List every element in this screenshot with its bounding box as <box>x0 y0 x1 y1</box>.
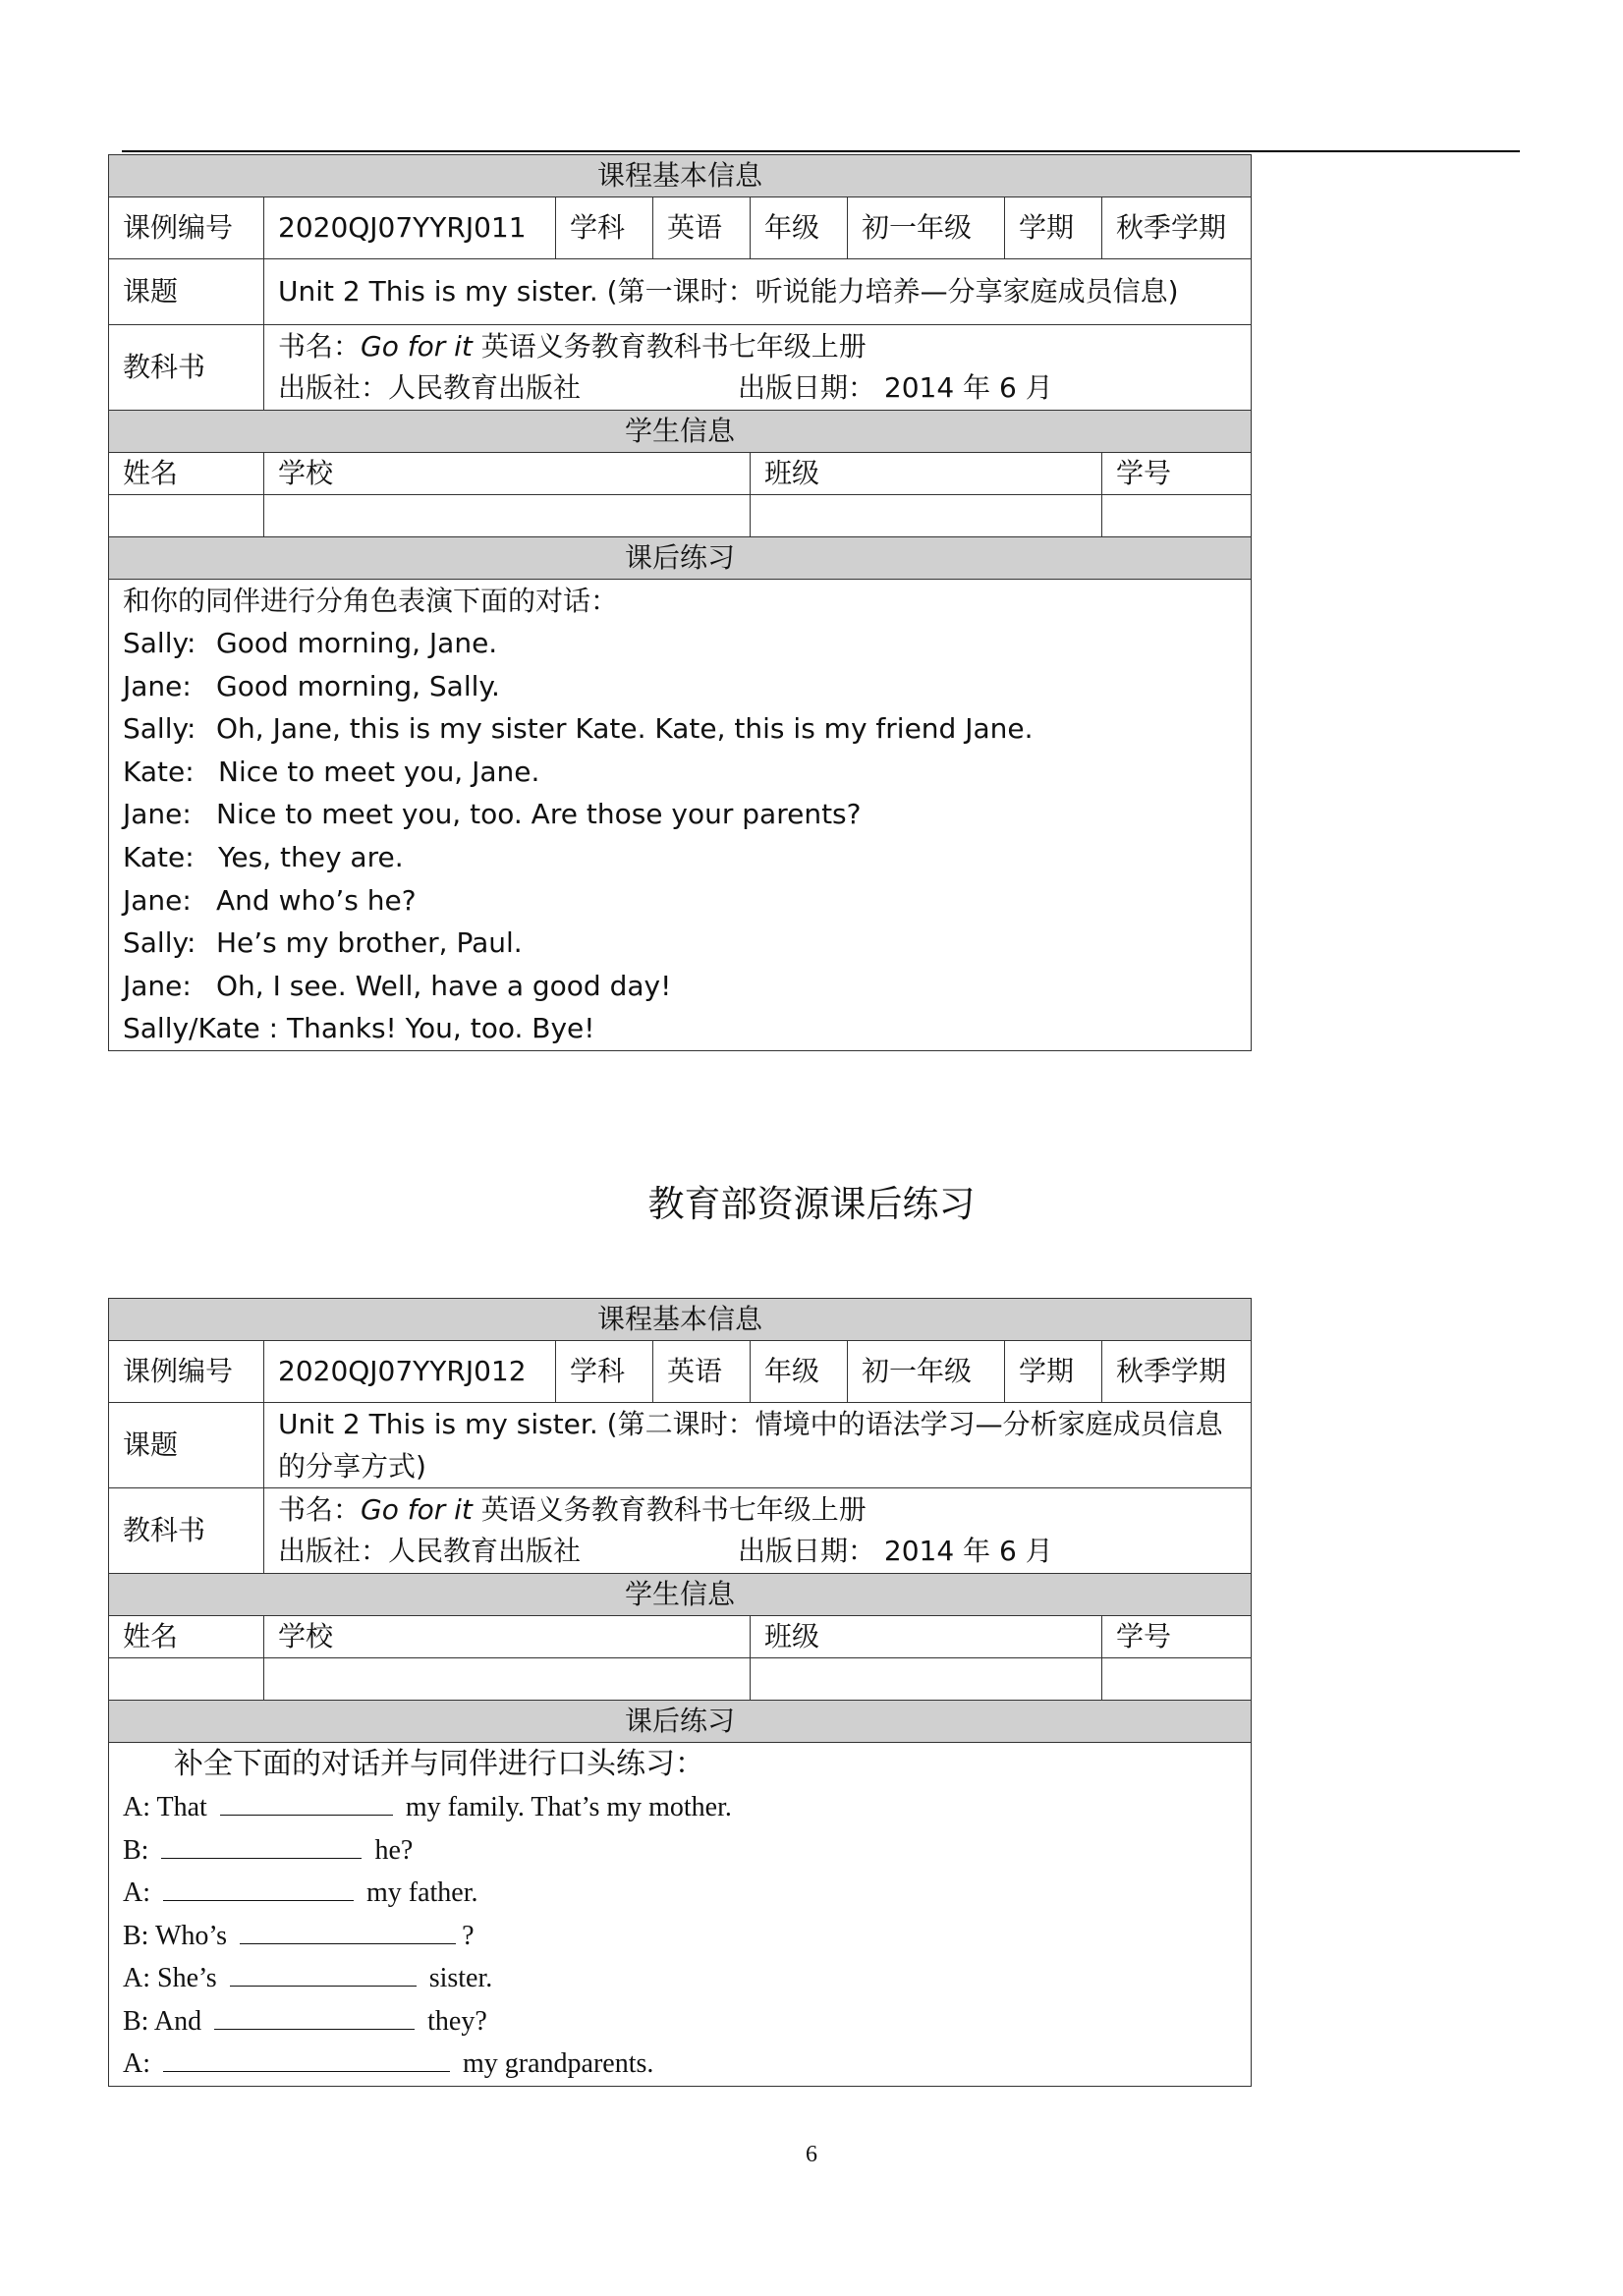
course-info-table-2 <box>108 1298 1252 2087</box>
name-field[interactable] <box>109 495 264 537</box>
dialogue-line: Jane: Nice to meet you, too. Are those your parents? <box>123 798 862 831</box>
topic-label: 课题 <box>109 1403 264 1488</box>
fill-line: A: my father. <box>123 1872 1237 1915</box>
fill-line: B: And they? <box>123 2000 1237 2044</box>
exercise-instruction: 补全下面的对话并与同伴进行口头练习： <box>174 1747 704 1781</box>
publisher: 出版社：人民教育出版社 <box>278 371 582 404</box>
school-label: 学校 <box>264 1616 751 1658</box>
subject-label: 学科 <box>556 197 653 259</box>
dialogue-line: Jane: Oh, I see. Well, have a good day! <box>123 969 672 1002</box>
blank-field[interactable] <box>163 1875 354 1901</box>
class-label: 班级 <box>751 453 1102 495</box>
book-description: 英语义务教育教科书七年级上册 <box>472 1493 867 1526</box>
class-field[interactable] <box>751 495 1102 537</box>
dialogue-line: Jane: Good morning, Sally. <box>123 669 500 702</box>
blank-field[interactable] <box>230 1960 417 1987</box>
book-prefix: 书名： <box>278 330 362 363</box>
course-info-header: 课程基本信息 <box>109 155 1252 197</box>
textbook-info <box>264 325 1252 411</box>
dialogue-line: Sally: Good morning, Jane. <box>123 627 498 659</box>
top-rule <box>122 150 1520 152</box>
exercise-content <box>109 1743 1252 2087</box>
term-value: 秋季学期 <box>1102 1341 1252 1403</box>
case-code-value: 2020QJ07YYRJ011 <box>264 197 556 259</box>
course-info-header: 课程基本信息 <box>109 1299 1252 1341</box>
exercise-header: 课后练习 <box>109 537 1252 580</box>
blank-field[interactable] <box>220 1789 393 1816</box>
subject-label: 学科 <box>556 1341 653 1403</box>
course-info-table-1 <box>108 154 1252 1051</box>
fill-line: B: Who’s ? <box>123 1915 1237 1958</box>
case-code-label: 课例编号 <box>109 1341 264 1403</box>
topic-value: Unit 2 This is my sister. (第一课时：听说能力培养—分享家庭成员信息) <box>264 259 1252 325</box>
blank-field[interactable] <box>161 1832 362 1859</box>
grade-label: 年级 <box>751 197 848 259</box>
student-id-label: 学号 <box>1102 453 1252 495</box>
student-info-header: 学生信息 <box>109 1574 1252 1616</box>
blank-field[interactable] <box>163 2045 450 2072</box>
school-field[interactable] <box>264 1658 751 1701</box>
fill-line: A: my grandparents. <box>123 2043 1237 2086</box>
dialogue-line: Sally/Kate : Thanks! You, too. Bye! <box>123 1012 595 1045</box>
topic-label: 课题 <box>109 259 264 325</box>
publisher-line <box>278 1531 1237 1572</box>
textbook-label: 教科书 <box>109 1488 264 1574</box>
dialogue-line: Kate: Yes, they are. <box>123 840 404 873</box>
textbook-info <box>264 1488 1252 1574</box>
blank-field[interactable] <box>240 1918 456 1944</box>
student-info-header: 学生信息 <box>109 411 1252 453</box>
school-label: 学校 <box>264 453 751 495</box>
book-description: 英语义务教育教科书七年级上册 <box>472 330 867 363</box>
dialogue-line: Sally: He’s my brother, Paul. <box>123 926 523 960</box>
case-code-label: 课例编号 <box>109 197 264 259</box>
name-label: 姓名 <box>109 453 264 495</box>
term-label: 学期 <box>1005 1341 1102 1403</box>
book-name-line <box>278 1489 1237 1531</box>
student-id-field[interactable] <box>1102 495 1252 537</box>
student-id-label: 学号 <box>1102 1616 1252 1658</box>
page-number: 6 <box>806 2142 817 2167</box>
fill-line: A: That my family. That’s my mother. <box>123 1786 1237 1829</box>
class-field[interactable] <box>751 1658 1102 1701</box>
subject-value: 英语 <box>653 1341 751 1403</box>
case-code-value: 2020QJ07YYRJ012 <box>264 1341 556 1403</box>
exercise-instruction: 和你的同伴进行分角色表演下面的对话： <box>123 585 619 617</box>
exercise-header: 课后练习 <box>109 1701 1252 1743</box>
grade-value: 初一年级 <box>848 1341 1005 1403</box>
class-label: 班级 <box>751 1616 1102 1658</box>
grade-value: 初一年级 <box>848 197 1005 259</box>
term-value: 秋季学期 <box>1102 197 1252 259</box>
exercise-content <box>109 580 1252 1051</box>
fill-line: A: She’s sister. <box>123 1957 1237 2000</box>
publisher-line <box>278 367 1237 409</box>
textbook-label: 教科书 <box>109 325 264 411</box>
blank-field[interactable] <box>214 2003 415 2030</box>
book-prefix: 书名： <box>278 1493 362 1526</box>
book-title: Go for it <box>361 330 473 363</box>
name-label: 姓名 <box>109 1616 264 1658</box>
publish-date: 出版日期： 2014 年 6 月 <box>738 1535 1053 1567</box>
name-field[interactable] <box>109 1658 264 1701</box>
subject-value: 英语 <box>653 197 751 259</box>
book-title: Go for it <box>361 1493 473 1526</box>
term-label: 学期 <box>1005 197 1102 259</box>
fill-line: B: he? <box>123 1829 1237 1873</box>
grade-label: 年级 <box>751 1341 848 1403</box>
book-name-line <box>278 326 1237 367</box>
dialogue-line: Jane: And who’s he? <box>123 883 417 917</box>
publisher: 出版社：人民教育出版社 <box>278 1535 582 1567</box>
section-title: 教育部资源课后练习 <box>647 1183 976 1225</box>
student-id-field[interactable] <box>1102 1658 1252 1701</box>
dialogue-line: Sally: Oh, Jane, this is my sister Kate. Kate, this is my friend Jane. <box>123 712 1034 746</box>
topic-value: Unit 2 This is my sister. (第二课时：情境中的语法学习—分析家庭成员信息的分享方式) <box>264 1403 1252 1488</box>
dialogue-line: Kate: Nice to meet you, Jane. <box>123 755 540 788</box>
publish-date: 出版日期： 2014 年 6 月 <box>738 371 1053 404</box>
school-field[interactable] <box>264 495 751 537</box>
